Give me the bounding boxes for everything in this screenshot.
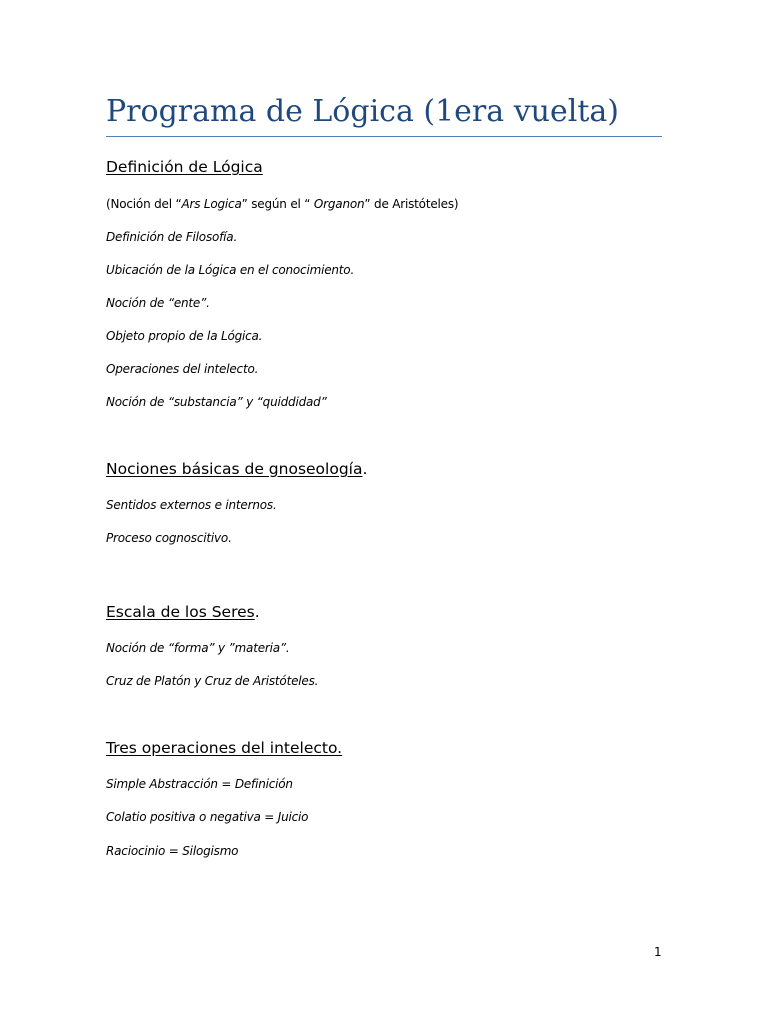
list-item: Objeto propio de la Lógica.	[106, 329, 263, 343]
list-item: Cruz de Platón y Cruz de Aristóteles.	[106, 674, 319, 688]
list-item: Simple Abstracción = Definición	[106, 777, 293, 791]
section-heading-text: Escala de los Seres	[106, 603, 255, 621]
intro-text: ” de Aristóteles)	[364, 197, 459, 211]
list-item: Definición de Filosofía.	[106, 230, 238, 244]
list-item: Noción de “ente”.	[106, 296, 210, 310]
section-heading-text: Nociones básicas de gnoseología	[106, 460, 363, 478]
list-item: Raciocinio = Silogismo	[106, 844, 239, 858]
section-heading-operaciones	[106, 738, 342, 758]
section-heading-definicion	[106, 157, 263, 177]
section-heading-suffix: .	[254, 603, 260, 621]
section-heading-text: Definición de Lógica	[106, 158, 263, 176]
section-intro-line	[106, 196, 458, 212]
list-item: Operaciones del intelecto.	[106, 362, 259, 376]
list-item: Ubicación de la Lógica en el conocimiento.	[106, 263, 355, 277]
intro-term-organon: Organon	[313, 197, 365, 211]
intro-text: ” según el “	[241, 197, 314, 211]
list-item: Noción de “forma” y ”materia”.	[106, 641, 290, 655]
list-item: Noción de “substancia” y “quiddidad”	[106, 395, 327, 409]
list-item: Colatio positiva o negativa = Juicio	[106, 810, 309, 824]
title-divider	[106, 136, 662, 137]
page-title: Programa de Lógica (1era vuelta)	[106, 94, 619, 129]
list-item: Sentidos externos e internos.	[106, 498, 277, 512]
page-number: 1	[654, 945, 662, 959]
intro-text: (Noción del “	[106, 197, 182, 211]
section-heading-text: Tres operaciones del intelecto.	[106, 739, 343, 757]
section-heading-suffix: .	[362, 460, 368, 478]
intro-term-ars-logica: Ars Logica	[181, 197, 242, 211]
section-heading-escala	[106, 602, 260, 622]
list-item: Proceso cognoscitivo.	[106, 531, 232, 545]
section-heading-gnoseologia	[106, 459, 367, 479]
